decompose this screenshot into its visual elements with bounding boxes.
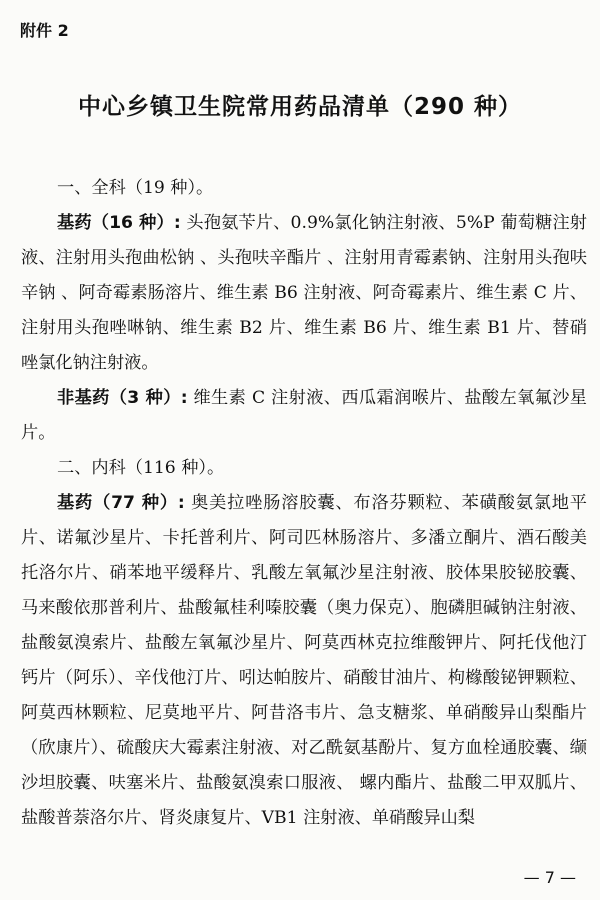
section-heading-internal-medicine: 二、内科（116 种）。 (57, 458, 225, 478)
paragraph-lead: 基药（77 种）: (57, 493, 185, 513)
paragraph-lead: 非基药（3 种）: (57, 388, 188, 408)
paragraph-internal-essential-drugs (21, 486, 587, 836)
page-number: — 7 — (523, 868, 576, 887)
paragraph-text: 奥美拉唑肠溶胶囊、布洛芬颗粒、苯磺酸氨氯地平片、诺氟沙星片、卡托普利片、阿司匹林肠溶片、多潘立酮片、酒石酸美托洛尔片、硝苯地平缓释片、乳酸左氧氟沙星注射液、胶体果胶铋胶囊、马来酸依那普利片、盐酸氟桂利嗪胶囊（奥力保克）、胞磷胆碱钠注射液、盐酸氨溴索片、盐酸左氧氟沙星片、阿莫西林克拉维酸钾片、阿托伐他汀钙片（阿乐）、辛伐他汀片、吲达帕胺片、硝酸甘油片、枸橼酸铋钾颗粒、阿莫西林颗粒、尼莫地平片、阿昔洛韦片、急支糖浆、单硝酸异山梨酯片（欣康片）、硫酸庆大霉素注射液、对乙酰氨基酚片、复方血栓通胶囊、缬沙坦胶囊、呋塞米片、盐酸氨溴索口服液、 螺内酯片、盐酸二甲双胍片、盐酸普萘洛尔片、肾炎康复片、VB1 注射液、单硝酸异山梨 (21, 493, 587, 828)
paragraph-lead: 基药（16 种）: (57, 213, 181, 233)
attachment-label: 附件 2 (20, 21, 69, 40)
paragraph-text: 维生素 C 注射液、西瓜霜润喉片、盐酸左氧氟沙星片。 (21, 388, 587, 443)
paragraph-general-non-essential-drugs (21, 381, 587, 451)
section-heading-general: 一、全科（19 种）。 (57, 178, 214, 198)
paragraph-general-essential-drugs (21, 206, 587, 381)
document-title: 中心乡镇卫生院常用药品清单（290 种） (77, 94, 523, 120)
paragraph-text: 头孢氨苄片、0.9%氯化钠注射液、5%P 葡萄糖注射液、注射用头孢曲松钠 、头孢呋辛酯片 、注射用青霉素钠、注射用头孢呋辛钠 、阿奇霉素肠溶片、维生素 B6 注射液、阿奇霉素片、维生素 C 片、注射用头孢唑啉钠、维生素 B2 片、维生素 B6 片、维生素 B1 片、替硝唑氯化钠注射液。 (21, 213, 587, 373)
document-body (21, 171, 587, 836)
